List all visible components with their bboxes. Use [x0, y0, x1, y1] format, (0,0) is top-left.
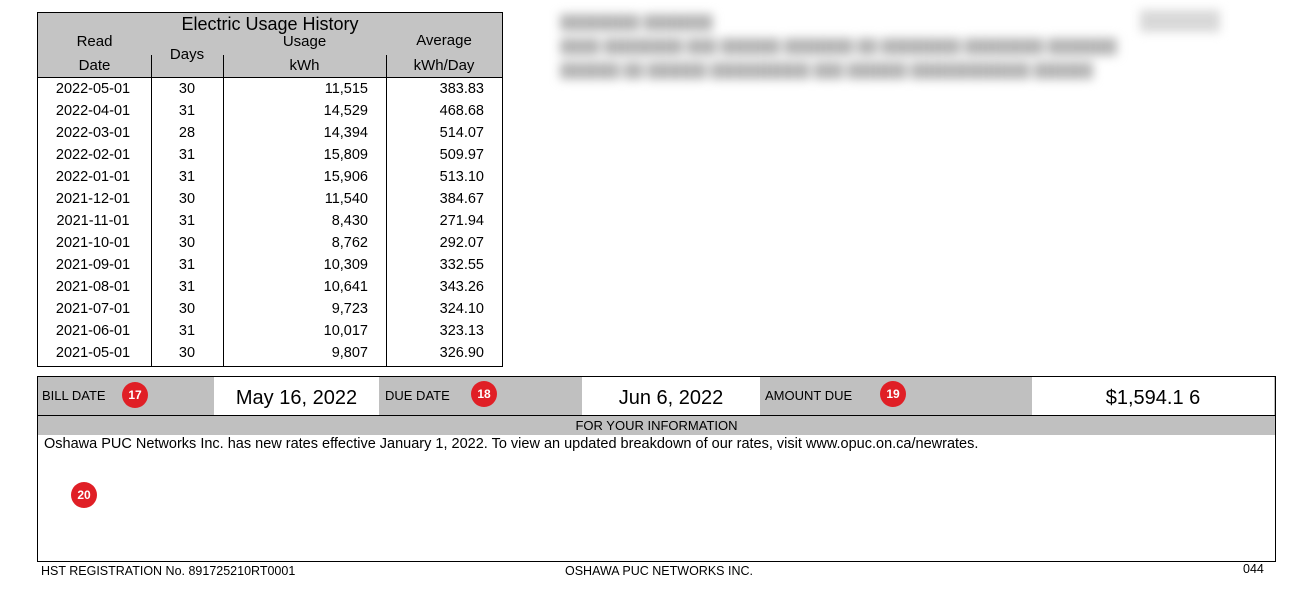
read-date-cell: 2021-12-01 — [55, 191, 131, 207]
header-divider — [386, 55, 387, 78]
header-usage-top: Usage — [282, 33, 327, 50]
information-box — [37, 416, 1276, 562]
read-date-cell: 2021-11-01 — [56, 213, 130, 229]
header-average-top: Average — [416, 32, 472, 49]
usage-kwh-cell: 8,762 — [331, 235, 368, 251]
table-row — [38, 144, 502, 166]
days-cell: 31 — [178, 147, 196, 163]
usage-kwh-cell: 8,430 — [331, 213, 368, 229]
days-cell: 31 — [178, 257, 196, 273]
read-date-cell: 2022-05-01 — [55, 81, 131, 97]
table-row — [38, 78, 502, 100]
average-kwh-day-cell: 326.90 — [439, 345, 484, 361]
callout-marker-19: 19 — [880, 381, 906, 407]
usage-table-body — [38, 78, 502, 364]
information-header: FOR YOUR INFORMATION — [38, 416, 1275, 435]
redacted-content: ████████ ███████ ████ ████████ ███ ██████ ███████ ██ ████████ ████████ ███████ ██████ ██ ██████ ██████████ ███ ██████ ████████████ ██████ — [560, 14, 1117, 78]
usage-kwh-cell: 9,723 — [331, 301, 368, 317]
days-cell: 31 — [178, 169, 196, 185]
header-read-date-top: Read — [76, 33, 113, 50]
read-date-cell: 2021-05-01 — [55, 345, 131, 361]
table-row — [38, 254, 502, 276]
usage-kwh-cell: 10,309 — [323, 257, 368, 273]
due-date-value: Jun 6, 2022 — [582, 377, 760, 415]
table-row — [38, 166, 502, 188]
table-row — [38, 276, 502, 298]
usage-table-header — [38, 13, 502, 78]
days-cell: 30 — [178, 345, 196, 361]
information-text: Oshawa PUC Networks Inc. has new rates effective January 1, 2022. To view an updated breakdown of our rates, visit www.opuc.on.ca/newrates. — [44, 436, 979, 452]
table-row — [38, 100, 502, 122]
average-kwh-day-cell: 514.07 — [439, 125, 484, 141]
average-kwh-day-cell: 384.67 — [439, 191, 484, 207]
read-date-cell: 2022-02-01 — [55, 147, 131, 163]
average-kwh-day-cell: 509.97 — [439, 147, 484, 163]
usage-kwh-cell: 14,529 — [323, 103, 368, 119]
usage-kwh-cell: 11,540 — [324, 191, 368, 207]
table-row — [38, 188, 502, 210]
usage-kwh-cell: 10,017 — [323, 323, 368, 339]
header-usage-bottom: kWh — [289, 57, 320, 74]
average-kwh-day-cell: 271.94 — [439, 213, 484, 229]
days-cell: 30 — [178, 301, 196, 317]
average-kwh-day-cell: 324.10 — [439, 301, 484, 317]
header-read-date-bottom: Date — [78, 57, 111, 74]
average-kwh-day-cell: 343.26 — [439, 279, 484, 295]
header-average-bottom: kWh/Day — [413, 57, 475, 74]
amount-due-label: AMOUNT DUE — [765, 388, 853, 403]
amount-due-value: $1,594.1 6 — [1032, 377, 1274, 415]
header-divider — [223, 55, 224, 78]
company-name: OSHAWA PUC NETWORKS INC. — [565, 564, 753, 578]
days-cell: 31 — [178, 103, 196, 119]
average-kwh-day-cell: 332.55 — [439, 257, 484, 273]
days-cell: 31 — [178, 323, 196, 339]
days-cell: 28 — [178, 125, 196, 141]
usage-kwh-cell: 10,641 — [323, 279, 368, 295]
electric-usage-history-table — [37, 12, 503, 367]
callout-marker-20: 20 — [71, 482, 97, 508]
average-kwh-day-cell: 292.07 — [439, 235, 484, 251]
days-cell: 30 — [178, 235, 196, 251]
average-kwh-day-cell: 383.83 — [439, 81, 484, 97]
read-date-cell: 2021-09-01 — [55, 257, 131, 273]
bill-summary-strip — [37, 376, 1276, 416]
table-row — [38, 320, 502, 342]
days-cell: 30 — [178, 81, 196, 97]
redacted-badge — [1140, 10, 1220, 32]
header-days: Days — [169, 46, 205, 63]
read-date-cell: 2021-10-01 — [55, 235, 131, 251]
read-date-cell: 2022-04-01 — [55, 103, 131, 119]
bill-date-value: May 16, 2022 — [214, 377, 379, 415]
callout-marker-18: 18 — [471, 381, 497, 407]
page-code: 044 — [1243, 562, 1264, 576]
table-row — [38, 298, 502, 320]
due-date-label: DUE DATE — [385, 388, 450, 403]
usage-kwh-cell: 9,807 — [331, 345, 368, 361]
days-cell: 31 — [178, 213, 196, 229]
usage-table-title: Electric Usage History — [181, 14, 359, 34]
header-divider — [151, 55, 152, 78]
bill-date-label: BILL DATE — [42, 388, 106, 403]
usage-kwh-cell: 11,515 — [324, 81, 368, 97]
usage-kwh-cell: 15,809 — [323, 147, 368, 163]
table-row — [38, 232, 502, 254]
hst-registration: HST REGISTRATION No. 891725210RT0001 — [41, 564, 296, 578]
table-row — [38, 342, 502, 364]
days-cell: 30 — [178, 191, 196, 207]
read-date-cell: 2022-03-01 — [55, 125, 131, 141]
average-kwh-day-cell: 323.13 — [439, 323, 484, 339]
table-row — [38, 122, 502, 144]
read-date-cell: 2021-06-01 — [55, 323, 131, 339]
read-date-cell: 2022-01-01 — [55, 169, 131, 185]
average-kwh-day-cell: 513.10 — [439, 169, 484, 185]
days-cell: 31 — [178, 279, 196, 295]
callout-marker-17: 17 — [122, 382, 148, 408]
read-date-cell: 2021-08-01 — [55, 279, 131, 295]
average-kwh-day-cell: 468.68 — [439, 103, 484, 119]
usage-kwh-cell: 14,394 — [323, 125, 368, 141]
table-row — [38, 210, 502, 232]
usage-kwh-cell: 15,906 — [323, 169, 368, 185]
read-date-cell: 2021-07-01 — [55, 301, 131, 317]
